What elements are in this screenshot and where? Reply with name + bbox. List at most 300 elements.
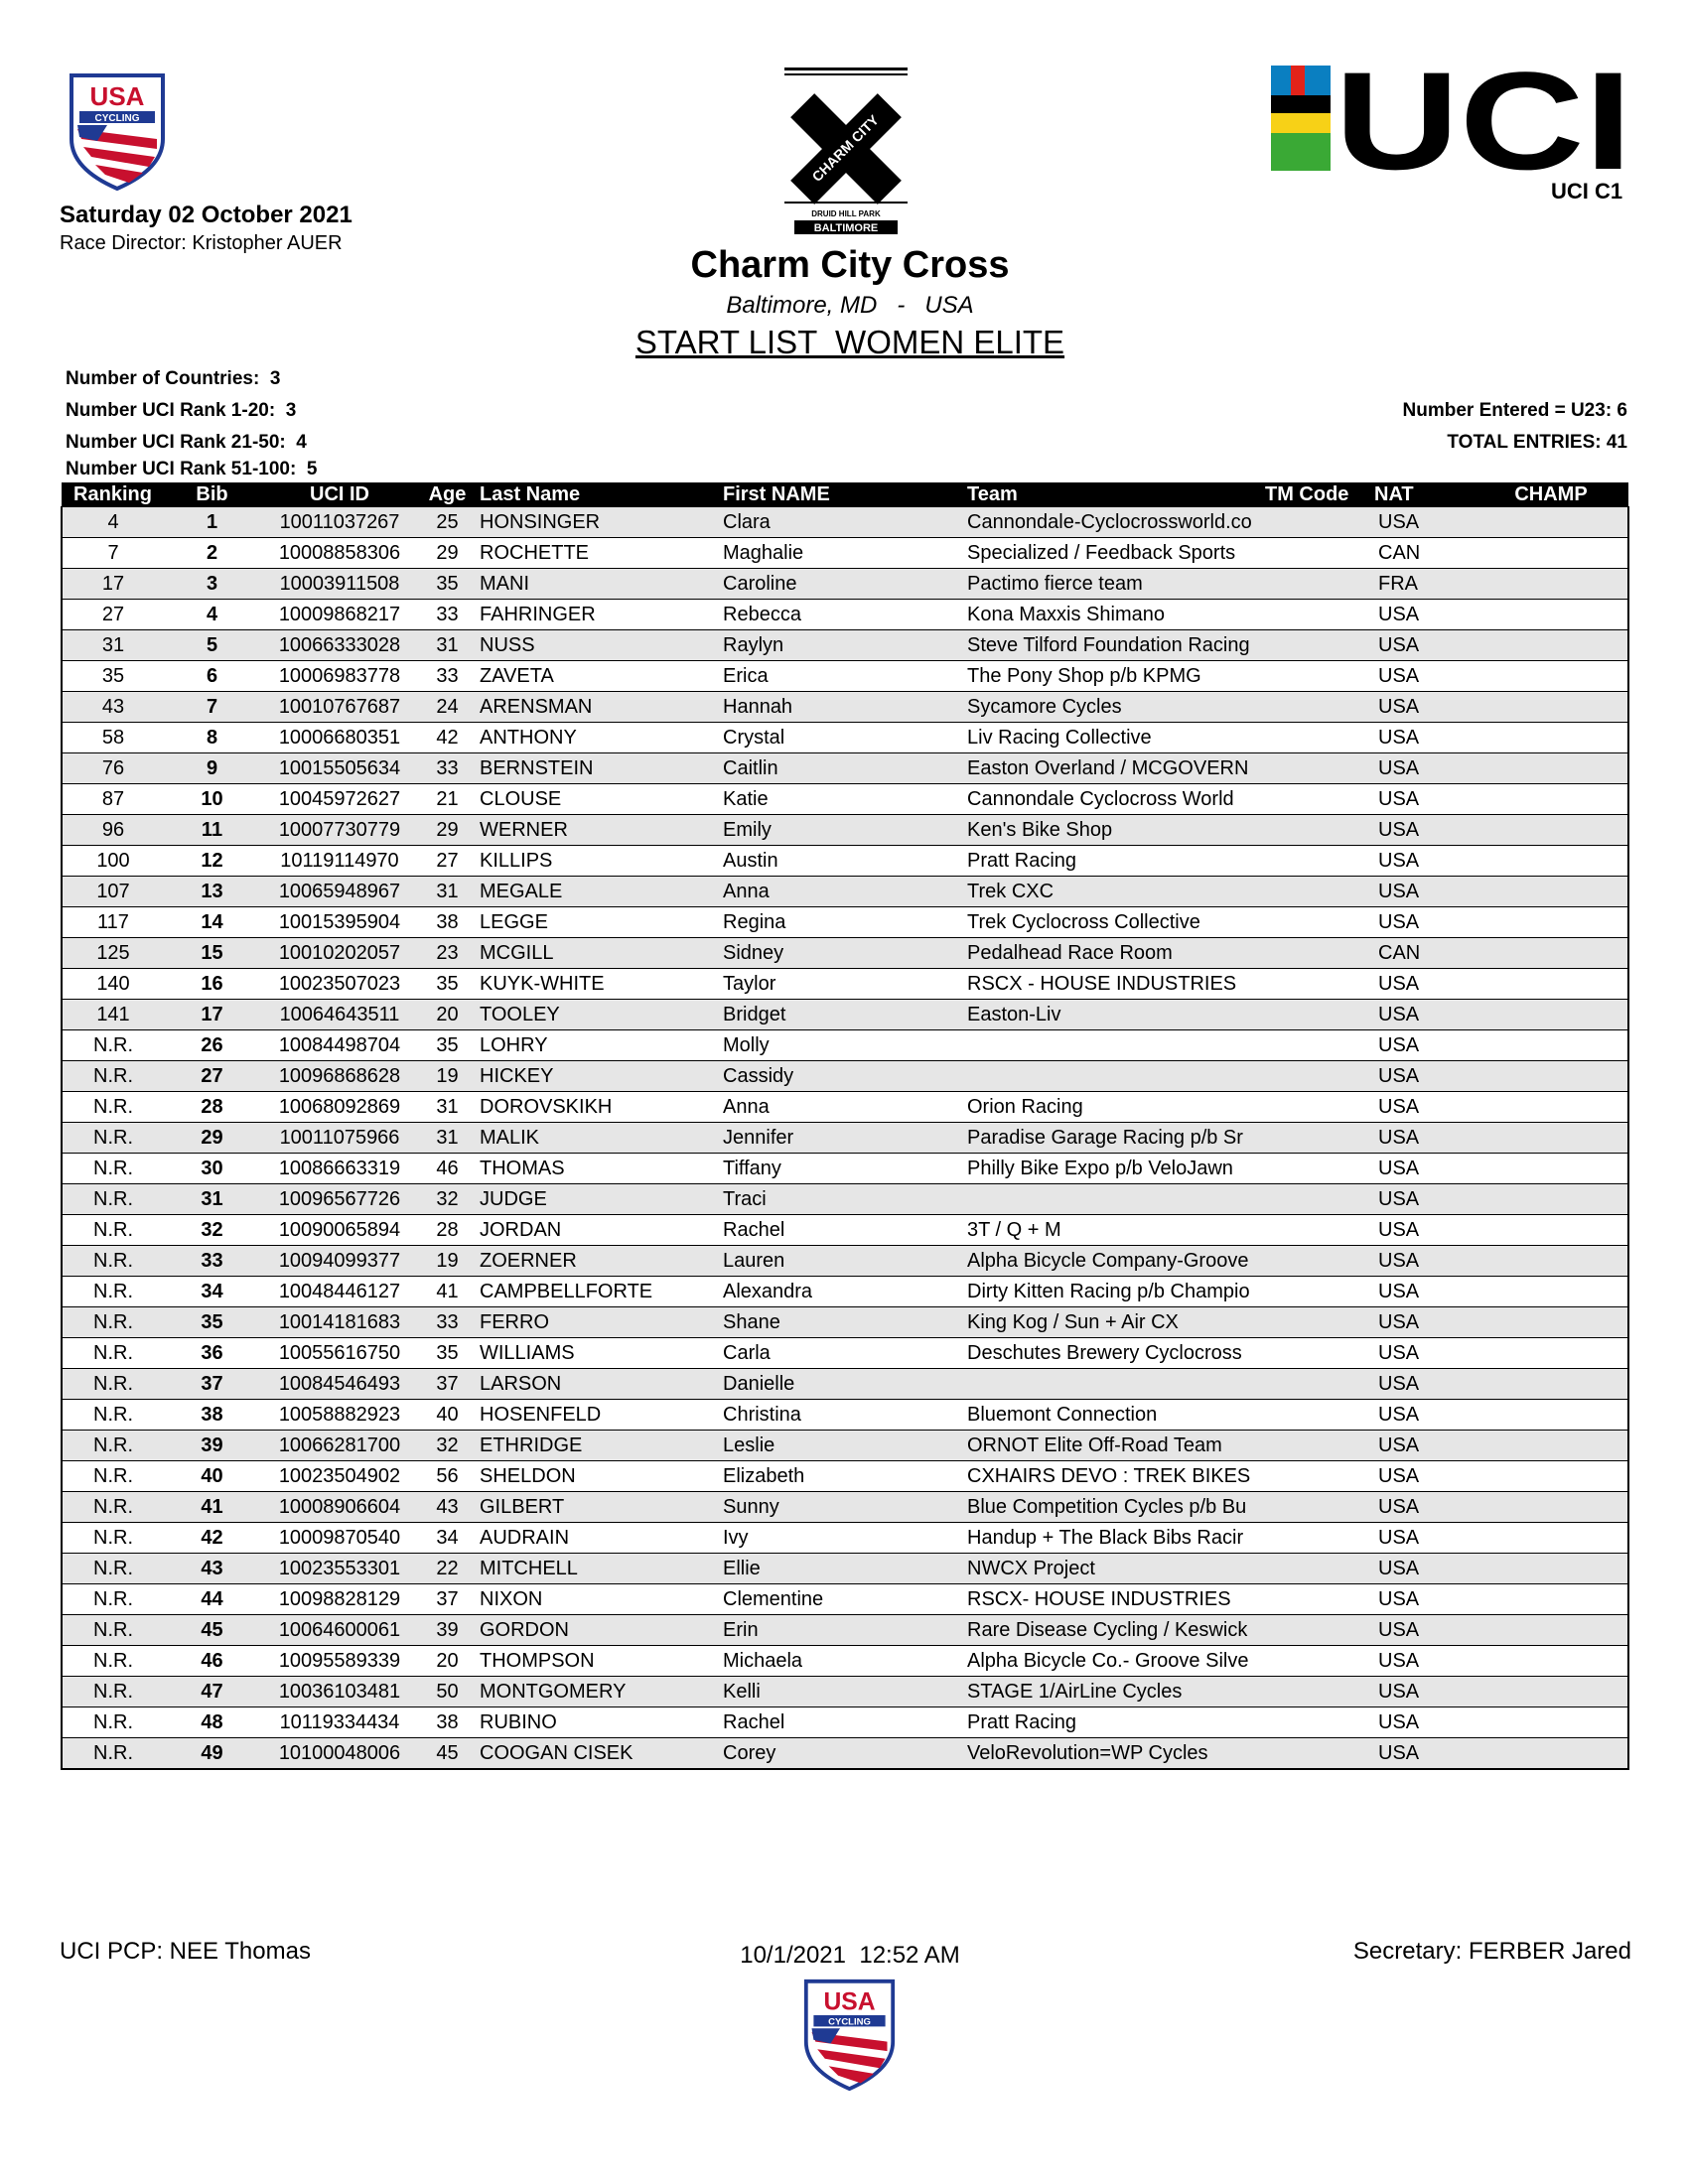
usa-cycling-logo-footer [802,1976,897,2093]
cell-age: 33 [419,661,476,692]
cell-champ [1474,661,1628,692]
cell-first-name: Cassidy [719,1061,963,1092]
cell-uci-id: 10003911508 [260,569,419,600]
table-row [62,753,1628,784]
cell-champ [1474,969,1628,1000]
cell-team: Handup + The Black Bibs Racir [963,1523,1261,1554]
cell-ranking: N.R. [62,1184,164,1215]
cell-uci-id: 10064600061 [260,1615,419,1646]
table-row [62,1246,1628,1277]
cell-uci-id: 10098828129 [260,1584,419,1615]
cell-bib: 17 [164,1000,260,1030]
cell-champ [1474,1707,1628,1738]
event-location: Baltimore, MD - USA [726,292,974,319]
uci-class: UCI C1 [1551,179,1623,204]
cell-last-name: ANTHONY [476,723,719,753]
cell-age: 38 [419,907,476,938]
cell-tm-code [1261,1307,1370,1338]
cell-uci-id: 10023507023 [260,969,419,1000]
table-row [62,846,1628,877]
cell-ranking: N.R. [62,1338,164,1369]
cell-age: 42 [419,723,476,753]
table-row [62,1707,1628,1738]
cell-ranking: 117 [62,907,164,938]
cell-champ [1474,1615,1628,1646]
cell-age: 32 [419,1431,476,1461]
uci-logo [1271,66,1636,173]
cell-uci-id: 10006983778 [260,661,419,692]
cell-bib: 27 [164,1061,260,1092]
cell-ranking: 17 [62,569,164,600]
table-row [62,1123,1628,1154]
start-list-table [61,482,1629,1770]
cell-bib: 40 [164,1461,260,1492]
cell-tm-code [1261,630,1370,661]
cell-uci-id: 10096868628 [260,1061,419,1092]
race-director: Race Director: Kristopher AUER [60,232,343,254]
cell-first-name: Sunny [719,1492,963,1523]
col-header-team: Team [963,482,1261,507]
cell-uci-id: 10023504902 [260,1461,419,1492]
cell-last-name: TOOLEY [476,1000,719,1030]
cell-age: 31 [419,1123,476,1154]
cell-age: 32 [419,1184,476,1215]
cell-nat: CAN [1370,538,1474,569]
cell-age: 31 [419,1092,476,1123]
cell-champ [1474,1646,1628,1677]
cell-nat: USA [1370,1707,1474,1738]
event-title: Charm City Cross [690,244,1010,286]
cell-nat: USA [1370,1184,1474,1215]
cell-last-name: DOROVSKIKH [476,1092,719,1123]
cell-uci-id: 10094099377 [260,1246,419,1277]
cell-age: 21 [419,784,476,815]
cell-ranking: 96 [62,815,164,846]
cell-tm-code [1261,753,1370,784]
cell-age: 35 [419,1338,476,1369]
cell-bib: 3 [164,569,260,600]
cell-tm-code [1261,1000,1370,1030]
cell-last-name: JUDGE [476,1184,719,1215]
cell-bib: 44 [164,1584,260,1615]
svg-text:BALTIMORE: BALTIMORE [813,222,879,234]
cell-bib: 5 [164,630,260,661]
cell-ranking: N.R. [62,1215,164,1246]
cell-bib: 7 [164,692,260,723]
cell-team: RSCX- HOUSE INDUSTRIES [963,1584,1261,1615]
table-row [62,1677,1628,1707]
table-row [62,507,1628,538]
cell-tm-code [1261,1092,1370,1123]
cell-bib: 4 [164,600,260,630]
cell-nat: USA [1370,1277,1474,1307]
cell-tm-code [1261,1215,1370,1246]
cell-age: 20 [419,1000,476,1030]
cell-nat: USA [1370,1154,1474,1184]
cell-first-name: Tiffany [719,1154,963,1184]
cell-first-name: Rachel [719,1707,963,1738]
col-header-last-name: Last Name [476,482,719,507]
cell-first-name: Lauren [719,1246,963,1277]
cell-nat: USA [1370,1677,1474,1707]
cell-uci-id: 10015505634 [260,753,419,784]
cell-tm-code [1261,1277,1370,1307]
svg-text:UCI: UCI [1335,66,1632,173]
cell-first-name: Danielle [719,1369,963,1400]
cell-tm-code [1261,1615,1370,1646]
table-row [62,1369,1628,1400]
table-row [62,1307,1628,1338]
cell-ranking: N.R. [62,1277,164,1307]
cell-nat: USA [1370,1092,1474,1123]
cell-last-name: LARSON [476,1369,719,1400]
cell-age: 19 [419,1246,476,1277]
cell-ranking: N.R. [62,1123,164,1154]
table-row [62,600,1628,630]
table-row [62,815,1628,846]
cell-last-name: SHELDON [476,1461,719,1492]
cell-bib: 45 [164,1615,260,1646]
table-row [62,1523,1628,1554]
cell-first-name: Katie [719,784,963,815]
cell-nat: USA [1370,630,1474,661]
cell-nat: USA [1370,1030,1474,1061]
table-row [62,877,1628,907]
cell-age: 35 [419,1030,476,1061]
cell-tm-code [1261,1523,1370,1554]
cell-team: Paradise Garage Racing p/b Sr [963,1123,1261,1154]
cell-bib: 28 [164,1092,260,1123]
cell-bib: 33 [164,1246,260,1277]
cell-team: Steve Tilford Foundation Racing [963,630,1261,661]
table-row [62,1061,1628,1092]
cell-last-name: LEGGE [476,907,719,938]
cell-team: Deschutes Brewery Cyclocross [963,1338,1261,1369]
cell-tm-code [1261,1030,1370,1061]
cell-team: VeloRevolution=WP Cycles [963,1738,1261,1770]
cell-champ [1474,907,1628,938]
cell-age: 28 [419,1215,476,1246]
cell-bib: 29 [164,1123,260,1154]
cell-nat: USA [1370,1246,1474,1277]
cell-first-name: Austin [719,846,963,877]
cell-first-name: Shane [719,1307,963,1338]
cell-uci-id: 10066281700 [260,1431,419,1461]
cell-tm-code [1261,1646,1370,1677]
cell-champ [1474,1184,1628,1215]
cell-bib: 34 [164,1277,260,1307]
cell-age: 27 [419,846,476,877]
cell-uci-id: 10009868217 [260,600,419,630]
cell-uci-id: 10095589339 [260,1646,419,1677]
cell-nat: USA [1370,1646,1474,1677]
cell-team [963,1030,1261,1061]
table-row [62,1554,1628,1584]
cell-last-name: CLOUSE [476,784,719,815]
cell-uci-id: 10055616750 [260,1338,419,1369]
cell-uci-id: 10084498704 [260,1030,419,1061]
cell-bib: 35 [164,1307,260,1338]
cell-tm-code [1261,1461,1370,1492]
cell-nat: USA [1370,1123,1474,1154]
cell-ranking: N.R. [62,1492,164,1523]
table-row [62,1738,1628,1770]
cell-bib: 39 [164,1431,260,1461]
cell-champ [1474,1277,1628,1307]
cell-ranking: 31 [62,630,164,661]
cell-last-name: BERNSTEIN [476,753,719,784]
cell-last-name: KUYK-WHITE [476,969,719,1000]
cell-age: 19 [419,1061,476,1092]
table-row [62,1215,1628,1246]
svg-text:DRUID HILL PARK: DRUID HILL PARK [811,209,881,218]
cell-first-name: Rachel [719,1215,963,1246]
cell-bib: 36 [164,1338,260,1369]
cell-nat: USA [1370,1061,1474,1092]
cell-champ [1474,1677,1628,1707]
cell-ranking: 58 [62,723,164,753]
cell-first-name: Elizabeth [719,1461,963,1492]
cell-first-name: Anna [719,1092,963,1123]
cell-champ [1474,938,1628,969]
cell-uci-id: 10036103481 [260,1677,419,1707]
cell-age: 39 [419,1615,476,1646]
cell-nat: USA [1370,661,1474,692]
cell-last-name: RUBINO [476,1707,719,1738]
cell-nat: USA [1370,815,1474,846]
cell-last-name: GORDON [476,1615,719,1646]
footer-timestamp: 10/1/2021 12:52 AM [740,1942,960,1969]
cell-bib: 43 [164,1554,260,1584]
cell-age: 50 [419,1677,476,1707]
cell-champ [1474,1400,1628,1431]
cell-first-name: Molly [719,1030,963,1061]
cell-champ [1474,1123,1628,1154]
cell-ranking: N.R. [62,1738,164,1770]
cell-ranking: N.R. [62,1369,164,1400]
cell-ranking: 27 [62,600,164,630]
cell-age: 20 [419,1646,476,1677]
cell-last-name: ZOERNER [476,1246,719,1277]
cell-uci-id: 10010767687 [260,692,419,723]
cell-bib: 47 [164,1677,260,1707]
table-row [62,661,1628,692]
cell-tm-code [1261,692,1370,723]
cell-uci-id: 10007730779 [260,815,419,846]
cell-age: 31 [419,630,476,661]
table-row [62,1184,1628,1215]
stat-uci-rank-1-20: Number UCI Rank 1-20: 3 [66,400,297,421]
cell-uci-id: 10009870540 [260,1523,419,1554]
cell-bib: 13 [164,877,260,907]
cell-uci-id: 10048446127 [260,1277,419,1307]
cell-tm-code [1261,784,1370,815]
table-row [62,1492,1628,1523]
cell-last-name: MITCHELL [476,1554,719,1584]
cell-champ [1474,1215,1628,1246]
cell-last-name: ROCHETTE [476,538,719,569]
cell-nat: USA [1370,1307,1474,1338]
charm-city-cross-logo [782,68,910,236]
cell-nat: USA [1370,1000,1474,1030]
cell-last-name: HOSENFELD [476,1400,719,1431]
svg-text:USA: USA [89,81,145,111]
cell-age: 22 [419,1554,476,1584]
cell-team: Specialized / Feedback Sports [963,538,1261,569]
cell-team: 3T / Q + M [963,1215,1261,1246]
cell-team: NWCX Project [963,1554,1261,1584]
cell-uci-id: 10015395904 [260,907,419,938]
cell-uci-id: 10023553301 [260,1554,419,1584]
cell-age: 33 [419,600,476,630]
cell-age: 34 [419,1523,476,1554]
cell-tm-code [1261,846,1370,877]
race-date: Saturday 02 October 2021 [60,202,352,228]
cell-ranking: N.R. [62,1523,164,1554]
table-row [62,1615,1628,1646]
cell-bib: 30 [164,1154,260,1184]
table-row [62,1584,1628,1615]
cell-champ [1474,1523,1628,1554]
cell-ranking: N.R. [62,1707,164,1738]
col-header-ranking: Ranking [62,482,164,507]
cell-team: Pactimo fierce team [963,569,1261,600]
cell-champ [1474,723,1628,753]
cell-ranking: N.R. [62,1400,164,1431]
cell-ranking: 76 [62,753,164,784]
cell-team: Easton-Liv [963,1000,1261,1030]
table-row [62,1030,1628,1061]
cell-last-name: HICKEY [476,1061,719,1092]
cell-nat: USA [1370,846,1474,877]
cell-last-name: MEGALE [476,877,719,907]
table-row [62,969,1628,1000]
table-header-row [62,482,1628,507]
cell-ranking: 141 [62,1000,164,1030]
cell-team: CXHAIRS DEVO : TREK BIKES [963,1461,1261,1492]
table-row [62,907,1628,938]
cell-tm-code [1261,1369,1370,1400]
cell-tm-code [1261,507,1370,538]
cell-team [963,1184,1261,1215]
cell-last-name: THOMAS [476,1154,719,1184]
cell-champ [1474,1584,1628,1615]
cell-team: Cannondale-Cyclocrossworld.co [963,507,1261,538]
table-row [62,1092,1628,1123]
cell-first-name: Clara [719,507,963,538]
cell-team: King Kog / Sun + Air CX [963,1307,1261,1338]
cell-first-name: Christina [719,1400,963,1431]
cell-ranking: 140 [62,969,164,1000]
cell-age: 29 [419,538,476,569]
stat-u23-entered: Number Entered = U23: 6 [1402,400,1627,421]
cell-nat: USA [1370,1554,1474,1584]
cell-ranking: 7 [62,538,164,569]
cell-team: Orion Racing [963,1092,1261,1123]
svg-text:CHARM CITY: CHARM CITY [808,111,883,186]
cell-bib: 38 [164,1400,260,1431]
cell-bib: 1 [164,507,260,538]
cell-tm-code [1261,1492,1370,1523]
cell-nat: USA [1370,784,1474,815]
cell-champ [1474,877,1628,907]
cell-last-name: MCGILL [476,938,719,969]
cell-age: 37 [419,1369,476,1400]
cell-champ [1474,1369,1628,1400]
cell-last-name: MONTGOMERY [476,1677,719,1707]
cell-first-name: Ivy [719,1523,963,1554]
svg-text:CYCLING: CYCLING [828,2016,871,2028]
table-row [62,538,1628,569]
cell-uci-id: 10058882923 [260,1400,419,1431]
cell-bib: 14 [164,907,260,938]
cell-uci-id: 10090065894 [260,1215,419,1246]
cell-bib: 9 [164,753,260,784]
cell-team [963,1369,1261,1400]
cell-tm-code [1261,969,1370,1000]
cell-age: 40 [419,1400,476,1431]
cell-tm-code [1261,1123,1370,1154]
cell-team: Pedalhead Race Room [963,938,1261,969]
cell-tm-code [1261,1246,1370,1277]
cell-team: Rare Disease Cycling / Keswick [963,1615,1261,1646]
cell-first-name: Regina [719,907,963,938]
cell-tm-code [1261,877,1370,907]
cell-nat: USA [1370,1523,1474,1554]
cell-age: 31 [419,877,476,907]
cell-champ [1474,784,1628,815]
cell-first-name: Caroline [719,569,963,600]
col-header-bib: Bib [164,482,260,507]
cell-nat: USA [1370,1584,1474,1615]
cell-bib: 41 [164,1492,260,1523]
cell-last-name: MANI [476,569,719,600]
cell-team: Trek Cyclocross Collective [963,907,1261,938]
svg-text:CYCLING: CYCLING [94,113,140,124]
cell-champ [1474,507,1628,538]
cell-uci-id: 10014181683 [260,1307,419,1338]
cell-ranking: N.R. [62,1646,164,1677]
cell-champ [1474,1000,1628,1030]
cell-nat: USA [1370,1461,1474,1492]
cell-nat: USA [1370,753,1474,784]
cell-team: Alpha Bicycle Co.- Groove Silve [963,1646,1261,1677]
cell-champ [1474,1246,1628,1277]
cell-last-name: FAHRINGER [476,600,719,630]
cell-uci-id: 10010202057 [260,938,419,969]
cell-bib: 8 [164,723,260,753]
cell-team: ORNOT Elite Off-Road Team [963,1431,1261,1461]
table-body [62,507,1628,1770]
cell-last-name: FERRO [476,1307,719,1338]
cell-bib: 2 [164,538,260,569]
cell-ranking: 87 [62,784,164,815]
cell-first-name: Clementine [719,1584,963,1615]
cell-team: Pratt Racing [963,1707,1261,1738]
cell-last-name: KILLIPS [476,846,719,877]
cell-first-name: Leslie [719,1431,963,1461]
table-row [62,692,1628,723]
cell-uci-id: 10006680351 [260,723,419,753]
cell-ranking: 43 [62,692,164,723]
cell-bib: 12 [164,846,260,877]
cell-champ [1474,1338,1628,1369]
col-header-tm-code: TM Code [1261,482,1370,507]
cell-team: Sycamore Cycles [963,692,1261,723]
cell-champ [1474,1092,1628,1123]
cell-champ [1474,1492,1628,1523]
cell-tm-code [1261,1707,1370,1738]
